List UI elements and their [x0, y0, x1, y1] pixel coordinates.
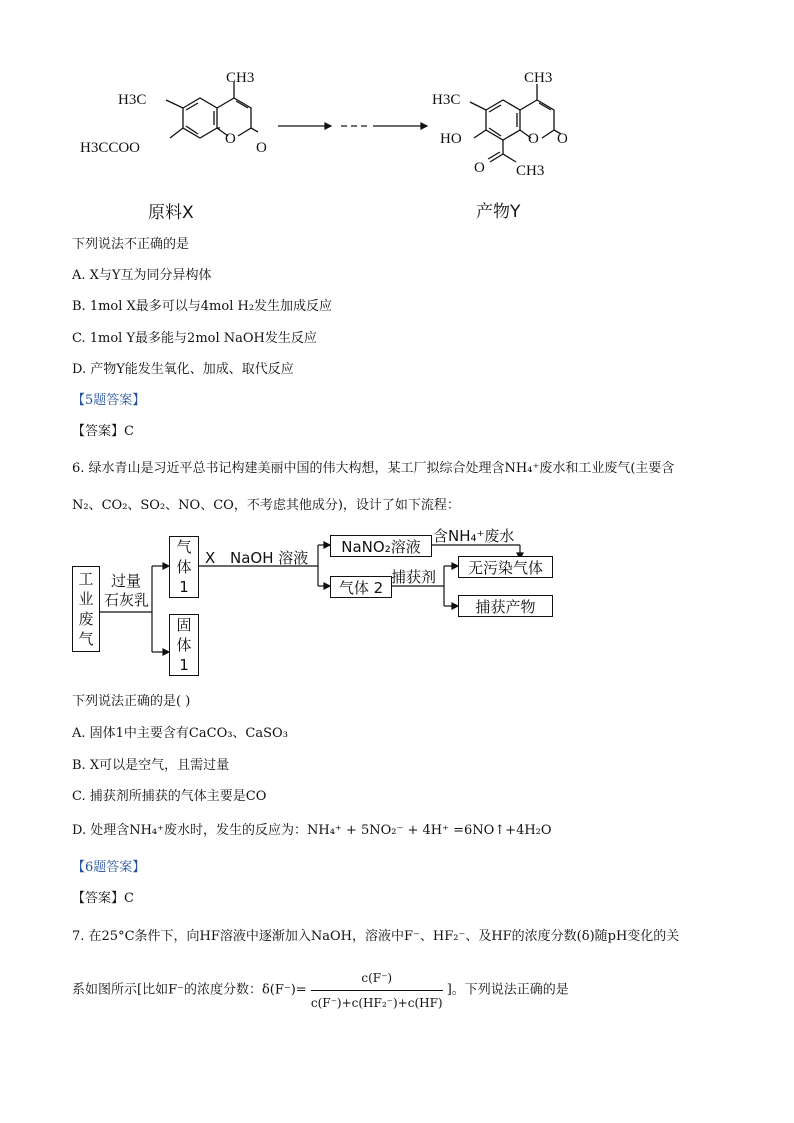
waste-gas-char-3: 废: [78, 610, 94, 628]
reaction-arrows: [275, 118, 435, 134]
q7-line2-suffix: ]。下列说法正确的是: [446, 982, 569, 998]
concentration-fraction: [311, 968, 443, 1013]
y-ch3-top: CH3: [524, 70, 553, 86]
gas1-char-1: 气: [176, 538, 192, 556]
naoh-label: NaOH 溶液: [230, 549, 309, 567]
waste-gas-char-4: 气: [78, 630, 94, 648]
product-label: 产物Y: [476, 202, 521, 222]
solid1-char-3: 1: [179, 656, 189, 674]
waste-gas-char-2: 业: [78, 590, 94, 608]
q6-option-d: D. 处理含NH₄⁺废水时，发生的反应为：NH₄⁺ + 5NO₂⁻ + 4H⁺ =6NO↑+4H₂O: [72, 823, 552, 838]
q6-answer-header: 【6题答案】: [72, 860, 146, 875]
q7-line2-prefix: 系如图所示[比如F⁻的浓度分数：δ(F⁻)=: [72, 982, 307, 998]
q5-answer: 【答案】C: [72, 424, 134, 439]
gas1-char-3: 1: [179, 578, 189, 596]
solid1-box: [169, 614, 199, 676]
q7-line2: [72, 968, 569, 1013]
q6-answer: 【答案】C: [72, 891, 134, 906]
x-o-ring: O: [225, 131, 236, 147]
q6-option-c: C. 捕获剂所捕获的气体主要是CO: [72, 789, 267, 804]
y-o-ring: O: [528, 131, 539, 147]
x-o-carbonyl: O: [256, 140, 267, 156]
gas2-box: 气体 2: [330, 576, 392, 598]
waste-gas-box: [72, 566, 100, 652]
nh4-waste-label: 含NH₄⁺废水: [433, 527, 515, 545]
q5-option-d: D. 产物Y能发生氧化、加成、取代反应: [72, 362, 294, 377]
clean-gas-box: 无污染气体: [458, 556, 553, 578]
q5-option-a: A. X与Y互为同分异构体: [72, 268, 212, 283]
q6-option-a: A. 固体1中主要含有CaCO₃、CaSO₃: [72, 726, 288, 741]
q6-stem2: 下列说法正确的是( ): [72, 694, 191, 709]
capture-product-box: 捕获产物: [458, 595, 553, 617]
x-h3c: H3C: [118, 92, 147, 108]
q5-option-c: C. 1mol Y最多能与2mol NaOH发生反应: [72, 331, 317, 346]
solid1-char-2: 体: [176, 636, 192, 654]
lime-label-2: 石灰乳: [104, 591, 150, 609]
q5-stem: 下列说法不正确的是: [72, 237, 190, 252]
capturer-label: 捕获剂: [391, 568, 437, 586]
solid1-char-1: 固: [176, 616, 192, 634]
q6-stem-line1: 6. 绿水青山是习近平总书记构建美丽中国的伟大构想，某工厂拟综合处理含NH₄⁺废水和工业废气(主要含: [72, 461, 675, 476]
q6-option-b: B. X可以是空气，且需过量: [72, 758, 230, 773]
x-label: X: [205, 549, 216, 567]
y-ho: HO: [440, 131, 462, 147]
lime-label-1: 过量: [111, 572, 142, 590]
y-h3c: H3C: [432, 92, 461, 108]
nano2-box: NaNO₂溶液: [330, 535, 432, 557]
y-o-acetyl: O: [474, 160, 485, 176]
y-o-carbonyl: O: [557, 131, 568, 147]
fraction-numerator: c(F⁻): [311, 968, 443, 991]
q7-line1: 7. 在25°C条件下，向HF溶液中逐渐加入NaOH，溶液中F⁻、HF₂⁻、及HF的浓度分数(δ)随pH变化的关: [72, 929, 680, 944]
fraction-denominator: c(F⁻)+c(HF₂⁻)+c(HF): [310, 996, 443, 1010]
gas1-char-2: 体: [176, 558, 192, 576]
waste-gas-char-1: 工: [78, 570, 94, 588]
q5-answer-header: 【5题答案】: [72, 393, 146, 408]
x-ch3-top: CH3: [226, 70, 255, 86]
q5-option-b: B. 1mol X最多可以与4mol H₂发生加成反应: [72, 299, 333, 314]
reactant-label: 原料X: [148, 203, 194, 223]
x-acetoxy: H3CCOO: [80, 140, 141, 156]
gas1-box: [169, 536, 199, 598]
q6-stem-line2: N₂、CO₂、SO₂、NO、CO，不考虑其他成分)，设计了如下流程：: [72, 498, 460, 513]
y-ch3-acetyl: CH3: [516, 163, 545, 179]
product-y-structure: [440, 68, 590, 183]
